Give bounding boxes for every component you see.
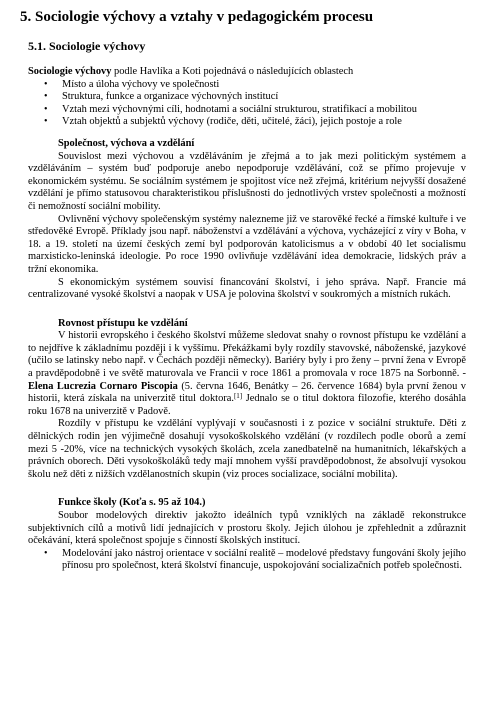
paragraph-text: (5. června 1646, Benátky – 26. července 1684) byla první ženou v historii, která získala na univerzitě titul doktora. xyxy=(28,380,466,405)
chapter-title: 5. Sociologie výchovy a vztahy v pedagogickém procesu xyxy=(20,9,374,25)
spacer xyxy=(28,481,466,497)
intro-list xyxy=(28,79,466,129)
list-item: • Modelování jako nástroj orientace v sociální realitě – modelové představy fungování školy jejího přínosu pro společnost, která školství financuje, uspokojování socializačních potřeb společnosti. xyxy=(62,548,466,573)
spacer xyxy=(28,129,466,138)
paragraph-text: Jednalo se o titul doktora filozofie, kterého dosáhla roku 1678 na univerzitě v Padově. xyxy=(28,393,467,417)
intro-lead-rest: podle Havlíka a Koti pojednává o následujících oblastech xyxy=(111,66,354,77)
section-title: 5.1. Sociologie výchovy xyxy=(28,39,146,53)
paragraph: Rozdíly v přístupu ke vzdělání vyplývají v současnosti i z pozice v sociální struktuře. Děti z dělnických rodin jen výjimečně dosahují vysokoškolského vzdělání (v rozdílech podle oborů a zemí mezi 5 -20%, více na technických vysokých školách, zcela zanedbatelně na humanitních, lékařských a právních oborech. Děti vysokoškoláků tedy mají mnohem vyšší pravděpodobnost, že absolvují vysokou školu než děti z nižších vzdělanostních skupin (viz proces socializace, sociální mobilita). xyxy=(28,418,466,480)
paragraph: Souvislost mezi výchovou a vzděláváním je zřejmá a to jak mezi politickým systémem a vzděláváním – systém buď podporuje anebo nepodporuje vzdělávání, což se přímo projevuje v ekonomickém systému. Se sociálním systémem je spojitost více než zřejmá, kritérium nejvyšší dosažené vzdělání je přímo statusovou charakteristikou příslušnosti do jednotlivých vrstev společnosti a možností či nemožností sociální mobility. xyxy=(28,150,466,212)
subsection-title-society: Společnost, výchova a vzdělání xyxy=(58,137,195,149)
footnote-reference[interactable]: [1] xyxy=(233,392,243,401)
intro-paragraph xyxy=(28,66,466,79)
intro-lead-bold: Sociologie výchovy xyxy=(28,66,112,77)
list-item: • Struktura, funkce a organizace výchovných institucí xyxy=(62,91,466,104)
list-item: • Vztah objektů a subjektů výchovy (rodiče, děti, učitelé, žáci), jejich postoje a role xyxy=(62,116,466,129)
list-item: • Místo a úloha výchovy ve společnosti xyxy=(62,79,466,92)
paragraph: Ovlivnění výchovy společenským systémy nalezneme již ve starověké řecké a římské kultuře i ve středověké Evropě. Příklady jsou např. náboženství a vzdělávání a výchova, vycházející z víry v Boha, v 18. a 19. století na území českých zemí byl podporován katolicismus a v období 40 let socialismu marxisticko-leninská ideologie. Po roce 1990 ovlivňuje vzdělávání idea demokracie, lidských práv a tržní ekonomika. xyxy=(28,213,466,275)
person-name: Elena Lucrezia Cornaro Piscopia xyxy=(28,380,178,392)
school-functions-list xyxy=(28,548,466,573)
subsection-title-equality: Rovnost přístupu ke vzdělání xyxy=(58,317,188,329)
subsection-title-school-functions: Funkce školy (Koťa s. 95 až 104.) xyxy=(58,497,206,509)
list-item: • Vztah mezi výchovnými cíli, hodnotami a sociální strukturou, stratifikací a mobilitou xyxy=(62,104,466,117)
spacer xyxy=(28,302,466,318)
paragraph-text: V historii evropského i českého školství můžeme sledovat snahy o rovnost přístupu ke vzdělání a to nejdříve k základnímu později i k vyššímu. Překážkami byly rozdíly stavovské, náboženské, jazykové (učilo se latinsky nebo např. v Čechách později německy). Bariéry byly i pro ženy – první žena v Evropě a pravděpodobně i ve světě maturovala ve Francii v roce 1861 a promovala v roce 1875 na Sorbonně. - xyxy=(28,330,466,380)
paragraph xyxy=(28,330,466,418)
paragraph: S ekonomickým systémem souvisí financování školství, i jeho správa. Např. Francie má centralizované vysoké školství a naopak v USA je polovina školství v soukromých a místních rukách. xyxy=(28,276,466,301)
paragraph: Soubor modelových direktiv jakožto ideálních typů vzniklých na základě rekonstrukce subjektivních cílů a motivů lidí jednajících v prostoru školy. Jejich úlohou je zpřehlednit a zdůraznit očekávání, která společnost spojuje s činností školských institucí. xyxy=(28,510,466,547)
